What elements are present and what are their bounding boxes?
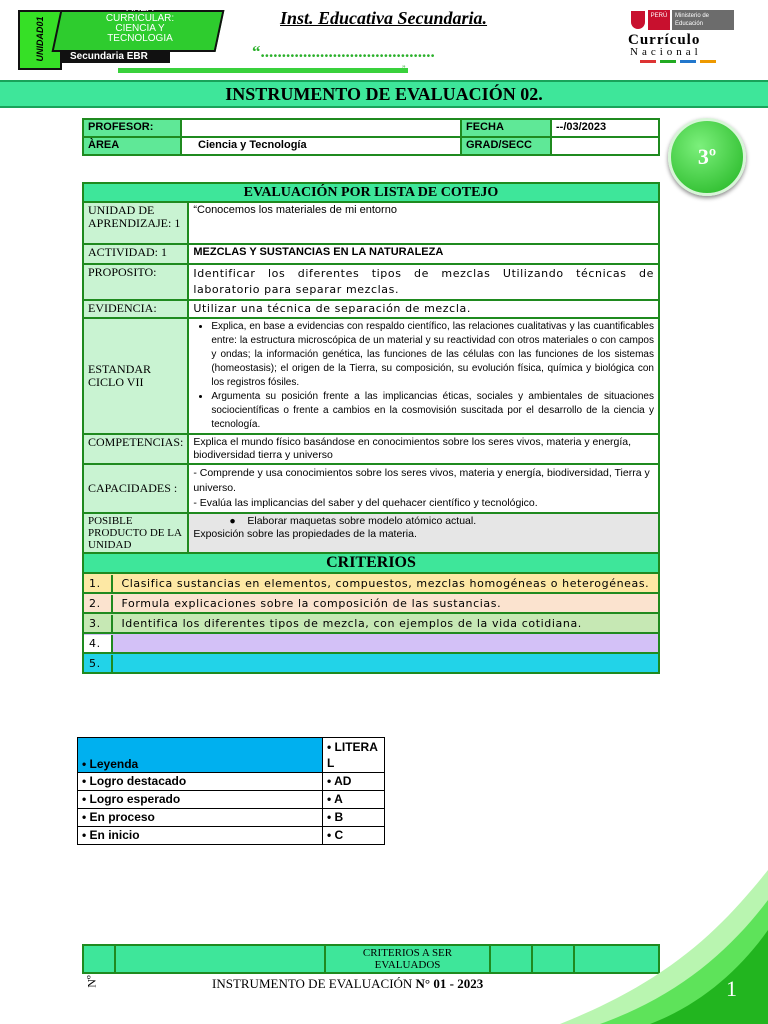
criterio-text: Identifica los diferentes tipos de mezcla, con ejemplos de la vida cotidiana.: [121, 617, 582, 630]
fecha-label: FECHA: [461, 119, 551, 137]
level-tag: Secundaria EBR: [62, 50, 170, 63]
page-number: 1: [726, 976, 737, 1001]
area-label: ÀREA: [83, 137, 181, 155]
footer-caption-bold: N° 01 - 2023: [415, 976, 484, 991]
legend-label: • En proceso: [78, 809, 323, 827]
area-tag-line: ÁREA: [126, 3, 154, 14]
legend-value: • C: [323, 827, 385, 845]
legend-label: • En inicio: [78, 827, 323, 845]
legend-head-left: • Leyenda: [78, 738, 323, 773]
competencia-label: COMPETENCIAS:: [83, 434, 188, 464]
producto-item: Exposición sobre las propiedades de la materia.: [193, 528, 417, 540]
criterio-row: [83, 573, 659, 593]
curriculo-dots: [640, 60, 720, 63]
legend-value: • B: [323, 809, 385, 827]
unit-tag: UNIDAD01: [35, 16, 45, 62]
criterio-text: Clasifica sustancias en elementos, compuestos, mezclas homogéneas o heterogéneas.: [121, 577, 650, 590]
criterio-text: Formula explicaciones sobre la composición de las sustancias.: [121, 597, 502, 610]
unidad-label: UNIDAD DE APRENDIZAJE: 1: [83, 202, 188, 244]
criterio-text: [113, 637, 117, 650]
estandar-label: ESTANDAR CICLO VII: [83, 318, 188, 434]
nacional-label: Nacional: [630, 46, 702, 58]
document-title: [0, 80, 768, 108]
criterio-cell: [83, 613, 659, 633]
actividad-label: ACTIVIDAD: 1: [83, 244, 188, 264]
evidencia-label: EVIDENCIA:: [83, 300, 188, 318]
footer-cell: [490, 945, 532, 973]
area-tag-line: CIENCIA Y: [115, 23, 165, 34]
capacidad-item: - Comprende y usa conocimientos sobre los seres vivos, materia y energía, biodiversidad, Tierra y universo.: [193, 467, 650, 494]
ministry-label: Ministerio de Educación: [672, 10, 734, 30]
institution-title: Inst. Educativa Secundaria.: [280, 8, 488, 28]
fecha-value[interactable]: --/03/2023: [551, 119, 659, 137]
capacidades-label: CAPACIDADES :: [83, 464, 188, 513]
footer-caption-text: INSTRUMENTO DE EVALUACIÓN: [212, 976, 416, 991]
producto-value: [188, 513, 659, 553]
area-tag-line: CURRICULAR:: [105, 13, 175, 24]
area-value[interactable]: Ciencia y Tecnología: [181, 137, 461, 155]
competencia-value: Explica el mundo físico basándose en conocimientos sobre los seres vivos, materia y energía, biodiversidad tierra y universo: [188, 434, 659, 464]
grad-label: GRAD/SECC: [461, 137, 551, 155]
footer-cell: [83, 945, 115, 973]
grade-badge: [668, 118, 746, 196]
peru-shield-icon: [631, 11, 645, 29]
criterio-row: [83, 653, 659, 673]
footer-criterios-label: CRITERIOS A SER EVALUADOS: [325, 945, 490, 973]
criterio-cell: [83, 633, 659, 653]
evidencia-value: Utilizar una técnica de separación de mezcla.: [188, 300, 659, 318]
footer-caption: [212, 976, 483, 992]
evaluation-heading: EVALUACIÓN POR LISTA DE COTEJO: [83, 183, 659, 202]
legend-value: • AD: [323, 773, 385, 791]
criterio-cell: [83, 593, 659, 613]
proposito-label: PROPOSITO:: [83, 264, 188, 300]
evaluation-table: [82, 182, 660, 674]
estandar-item: • Argumenta su posición frente a las implicancias éticas, sociales y ambientales de situaciones sociocientíficas o frente a cambios en la cosmovisión suscitada por el desarrollo de la ciencia y tecnología.: [211, 390, 654, 432]
criterio-number: 1.: [84, 575, 113, 592]
criterio-row: [83, 593, 659, 613]
capacidades-value: [188, 464, 659, 513]
estandar-value: [188, 318, 659, 434]
criterio-number: 3.: [84, 615, 113, 632]
header-green-rule: [118, 68, 408, 73]
grade-badge-text: 3º: [697, 144, 717, 169]
document-title-text: INSTRUMENTO DE EVALUACIÓN 02.: [225, 84, 543, 104]
estandar-item: • Explica, en base a evidencias con respaldo científico, las relaciones cualitativas y las cuantificables entre: la estructura microscópica de un material y su reactividad con otros materiales o con campos y ondas; la información genética, las funciones de las células con las funciones de los sistemas (homeostasis); el origen de la Tierra, su composición, su evolución física, química y biológica con los registros fósiles.: [211, 320, 654, 390]
info-table: [82, 118, 660, 156]
grad-value[interactable]: [551, 137, 659, 155]
criterio-cell: [83, 653, 659, 673]
criterio-number: 2.: [84, 595, 113, 612]
legend-label: • Logro esperado: [78, 791, 323, 809]
quote-line: “.........................................: [252, 42, 435, 61]
producto-item-text: Elaborar maquetas sobre modelo atómico actual.: [247, 515, 477, 527]
actividad-value: MEZCLAS Y SUSTANCIAS EN LA NATURALEZA: [188, 244, 659, 264]
profesor-value[interactable]: [181, 119, 461, 137]
capacidad-item: - Evalúa las implicancias del saber y del quehacer científico y tecnológico.: [193, 497, 538, 509]
proposito-value: Identificar los diferentes tipos de mezclas Utilizando técnicas de laboratorio para separar mezclas.: [188, 264, 659, 300]
criterio-row: [83, 613, 659, 633]
criterio-number: 4.: [84, 635, 113, 652]
producto-label: POSIBLE PRODUCTO DE LA UNIDAD: [83, 513, 188, 553]
legend-head-right: • LITERAL: [323, 738, 385, 773]
curriculo-label: Currículo: [628, 32, 701, 48]
area-tag: [70, 4, 210, 44]
profesor-label: PROFESOR:: [83, 119, 181, 137]
legend-value: • A: [323, 791, 385, 809]
criterios-heading: CRITERIOS: [83, 553, 659, 573]
footer-cell: [115, 945, 325, 973]
unidad-value: “Conocemos los materiales de mi entorno: [188, 202, 659, 244]
producto-item: ● Elaborar maquetas sobre modelo atómico actual.: [229, 515, 477, 527]
criterio-number: 5.: [84, 655, 113, 672]
footer-n-label: Nº: [84, 975, 99, 988]
quote-close: ”: [402, 64, 406, 73]
criterio-cell: [83, 573, 659, 593]
legend-label: • Logro destacado: [78, 773, 323, 791]
criterio-text: [113, 657, 117, 670]
peru-label: PERÚ: [648, 10, 670, 30]
legend-table: [77, 737, 385, 845]
area-tag-line: TECNOLOGIA: [107, 33, 173, 44]
criterio-row: [83, 633, 659, 653]
